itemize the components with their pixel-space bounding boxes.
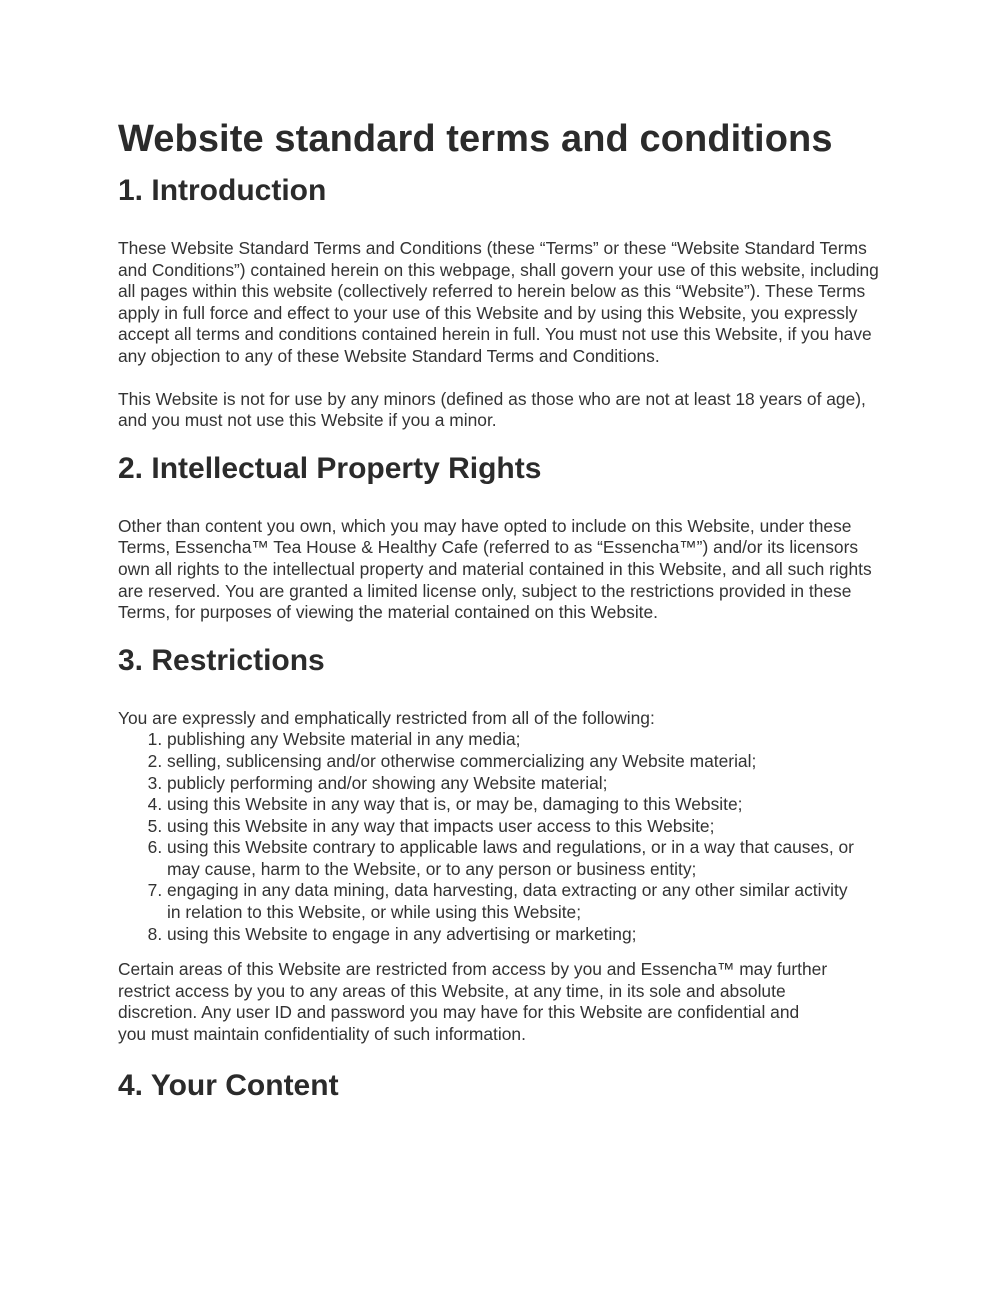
list-item: 3. publicly performing and/or showing any Website material; xyxy=(167,773,857,795)
document-body xyxy=(118,113,888,1105)
section-heading-your-content: 4. Your Content xyxy=(118,1068,339,1102)
list-item: 5. using this Website in any way that impacts user access to this Website; xyxy=(167,816,857,838)
section-heading-restrictions: 3. Restrictions xyxy=(118,643,325,677)
list-item: 4. using this Website in any way that is, or may be, damaging to this Website; xyxy=(167,794,857,816)
introduction-paragraph-2: This Website is not for use by any minors (defined as those who are not at least 18 years of age), and you must not use this Website if you a minor. xyxy=(118,388,866,431)
list-item: 7. engaging in any data mining, data harvesting, data extracting or any other similar activity in relation to this Website, or while using this Website; xyxy=(167,880,857,923)
list-item: 2. selling, sublicensing and/or otherwise commercializing any Website material; xyxy=(167,751,857,773)
restrictions-intro: You are expressly and emphatically restricted from all of the following: xyxy=(118,707,655,728)
restrictions-list xyxy=(118,729,857,945)
page-title: Website standard terms and conditions xyxy=(118,118,833,160)
section-heading-introduction: 1. Introduction xyxy=(118,174,327,207)
intellectual-property-paragraph: Other than content you own, which you may have opted to include on this Website, under these Terms, Essencha™ Tea House & Healthy Cafe (referred to as “Essencha™”) and/or its licensors own all rights to the intellectual property and material contained in this Website, and all such rights are reserved. You are granted a limited license only, subject to the restrictions provided in these Terms, for purposes of viewing the material contained on this Website. xyxy=(118,515,872,623)
introduction-paragraph-1: These Website Standard Terms and Conditions (these “Terms” or these “Website Standard Terms and Conditions”) contained herein on this webpage, shall govern your use of this website, including all pages within this website (collectively referred to herein below as this “Website”). These Terms apply in full force and effect to your use of this Website and by using this Website, you expressly accept all terms and conditions contained herein in full. You must not use this Website, if you have any objection to any of these Website Standard Terms and Conditions. xyxy=(118,238,879,366)
list-item: 6. using this Website contrary to applicable laws and regulations, or in a way that causes, or may cause, harm to the Website, or to any person or business entity; xyxy=(167,837,857,880)
restrictions-closing-paragraph: Certain areas of this Website are restricted from access by you and Essencha™ may further restrict access by you to any areas of this Website, at any time, in its sole and absolute discretion. Any user ID and password you may have for this Website are confidential and you must maintain confidentiality of such information. xyxy=(118,959,828,1045)
list-item: 8. using this Website to engage in any advertising or marketing; xyxy=(167,924,857,946)
section-heading-intellectual-property: 2. Intellectual Property Rights xyxy=(118,451,542,485)
list-item: 1. publishing any Website material in any media; xyxy=(167,729,857,751)
